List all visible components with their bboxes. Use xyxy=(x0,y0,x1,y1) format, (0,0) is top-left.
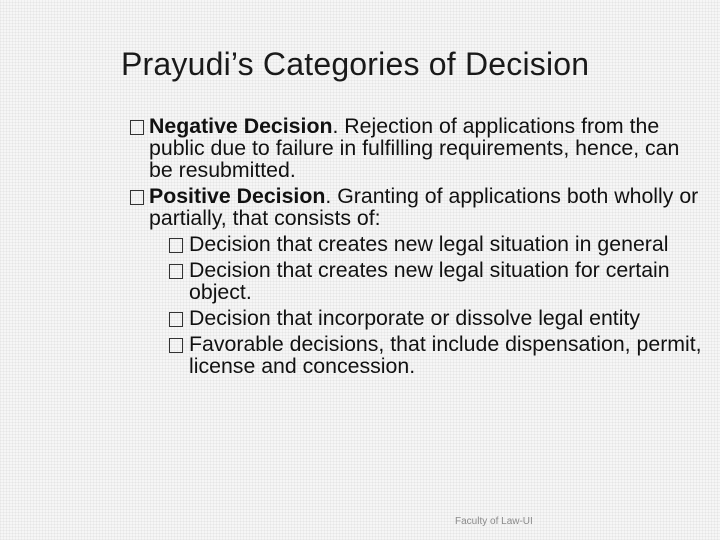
checkbox-square-icon xyxy=(130,190,144,205)
checkbox-square-icon xyxy=(169,264,183,279)
slide-footer: Faculty of Law-UI xyxy=(455,516,533,527)
sub-bullet xyxy=(168,233,705,255)
sub-bullet xyxy=(168,307,705,329)
sub-bullet xyxy=(168,259,705,303)
bullet-text: . Rejection of applications from the public due to failure in fulfilling requirements, hence, can be resubmitted. xyxy=(149,114,680,182)
bullet-positive-decision xyxy=(130,185,705,377)
bullet-negative-decision xyxy=(130,115,705,181)
sub-bullet-text: Decision that creates new legal situation for certain object. xyxy=(189,258,670,304)
sub-bullet-text: Favorable decisions, that include dispensation, permit, license and concession. xyxy=(189,332,702,378)
bullet-lead: Negative Decision xyxy=(149,114,333,138)
sub-bullet-text: Decision that creates new legal situation in general xyxy=(189,232,669,256)
bullet-lead: Positive Decision xyxy=(149,184,326,208)
checkbox-square-icon xyxy=(169,238,183,253)
checkbox-square-icon xyxy=(169,338,183,353)
slide-content xyxy=(130,115,705,381)
bullet-text: . Granting of applications both wholly or partially, that consists of: xyxy=(149,184,699,230)
checkbox-square-icon xyxy=(169,312,183,327)
sub-bullet xyxy=(168,333,705,377)
sub-bullet-text: Decision that incorporate or dissolve legal entity xyxy=(189,306,641,330)
checkbox-square-icon xyxy=(130,120,144,135)
slide-title: Prayudi’s Categories of Decision xyxy=(121,46,590,82)
